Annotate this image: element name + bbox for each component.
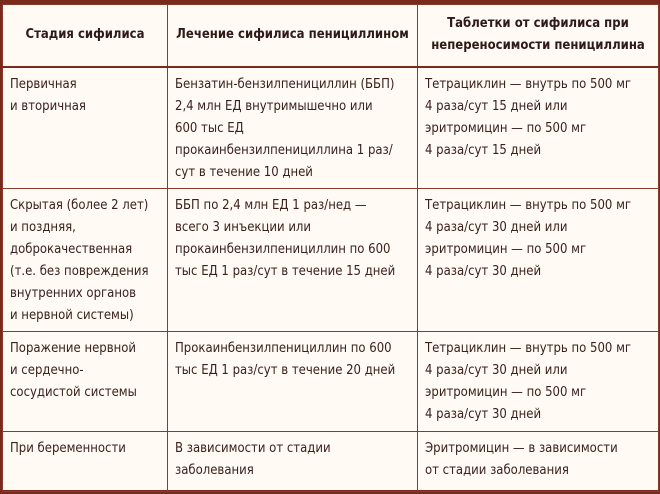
stage-cell: Скрытая (более 2 лет) и поздняя, доброкачественная (т.е. без повреждения внутренних органов и нервной системы): [3, 189, 168, 332]
header-row: [3, 5, 659, 67]
stage-cell: При беременности: [3, 432, 168, 492]
header-penicillin-treatment: Лечение сифилиса пенициллином: [168, 5, 418, 67]
penicillin-cell: В зависимости от стадии заболевания: [168, 432, 418, 492]
table-row: [3, 432, 659, 492]
table-row: [3, 189, 659, 332]
stage-cell: Поражение нервной и сердечно- сосудистой системы: [3, 332, 168, 432]
penicillin-cell: Прокаинбензилпенициллин по 600 тыс ЕД 1 раз/сут в течение 20 дней: [168, 332, 418, 432]
alternative-cell: Тетрациклин — внутрь по 500 мг 4 раза/сут 30 дней или эритромицин — по 500 мг 4 раза/сут 30 дней: [418, 332, 659, 432]
header-stage: Стадия сифилиса: [3, 5, 168, 67]
table-body: [3, 67, 659, 492]
penicillin-cell: ББП по 2,4 млн ЕД 1 раз/нед — всего 3 инъекции или прокаинбензилпенициллин по 600 тыс ЕД 1 раз/сут в течение 15 дней: [168, 189, 418, 332]
header-tablets-alternative: Таблетки от сифилиса при непереносимости пенициллина: [418, 5, 659, 67]
stage-cell: Первичная и вторичная: [3, 67, 168, 189]
syphilis-treatment-table: [2, 4, 659, 492]
alternative-cell: Тетрациклин — внутрь по 500 мг 4 раза/сут 30 дней или эритромицин — по 500 мг 4 раза/сут 30 дней: [418, 189, 659, 332]
table-header: [3, 5, 659, 67]
table-row: [3, 67, 659, 189]
alternative-cell: Тетрациклин — внутрь по 500 мг 4 раза/сут 15 дней или эритромицин — по 500 мг 4 раза/сут 15 дней: [418, 67, 659, 189]
penicillin-cell: Бензатин-бензилпенициллин (ББП) 2,4 млн ЕД внутримышечно или 600 тыс ЕД прокаинбензилпенициллина 1 раз/ сут в течение 10 дней: [168, 67, 418, 189]
table-row: [3, 332, 659, 432]
alternative-cell: Эритромицин — в зависимости от стадии заболевания: [418, 432, 659, 492]
